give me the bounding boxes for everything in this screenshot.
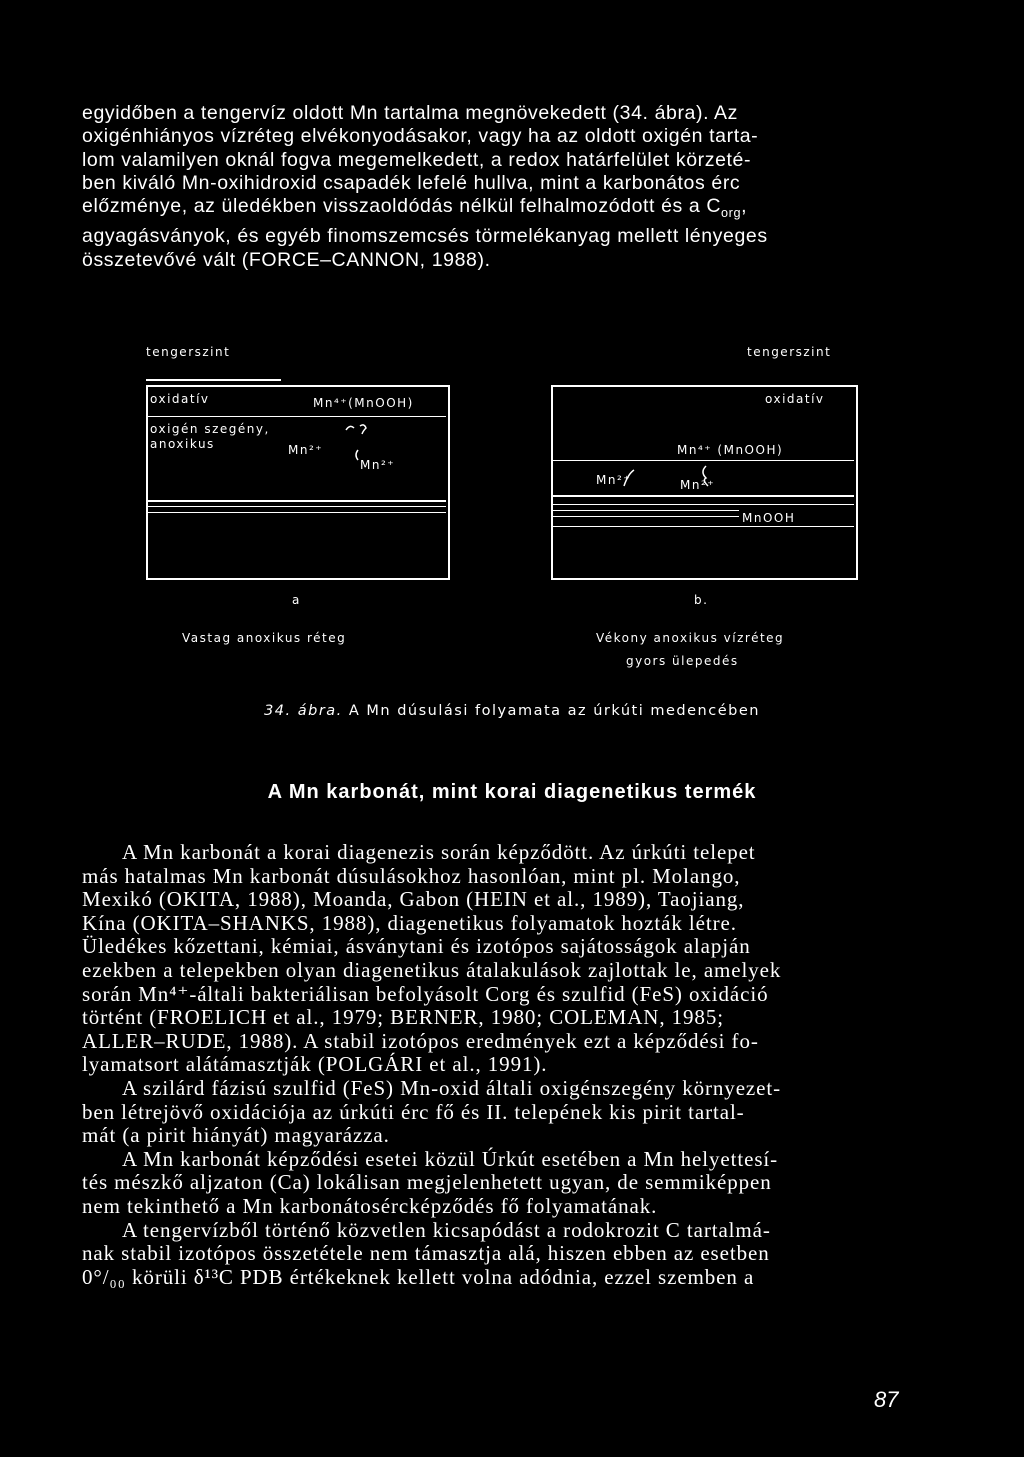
right-arrows-icon — [620, 462, 720, 492]
text-line: más hatalmas Mn karbonát dúsulásokhoz hasonlóan, mint pl. Molango, — [82, 863, 741, 888]
text-line: egyidőben a tengervíz oldott Mn tartalma megnövekedett (34. ábra). Az — [82, 102, 739, 124]
right-redox-line — [551, 460, 854, 461]
text-line: tés mészkő aljzaton (Ca) lokálisan megjelenhetett ugyan, de semmiképpen — [82, 1170, 772, 1195]
text-segment: , — [741, 195, 748, 218]
page-number: 87 — [874, 1387, 899, 1412]
figure-caption-text: A Mn dúsulási folyamata az úrkúti medencében — [348, 703, 760, 719]
left-letter: a — [292, 593, 301, 607]
text-line: során Mn⁴⁺-általi bakteriálisan befolyásolt Corg és szulfid (FeS) oxidáció — [82, 981, 769, 1006]
left-sediment-line-2 — [146, 506, 446, 507]
left-sea-level-line — [146, 379, 281, 381]
text-line: összetevővé vált (FORCE–CANNON, 1988). — [82, 248, 491, 271]
right-letter: b. — [694, 593, 709, 607]
text-line: A Mn karbonát képződési esetei közül Úrkút esetében a Mn helyettesí- — [122, 1146, 779, 1171]
right-mn2-label-a: Mn²⁺ — [596, 473, 632, 487]
right-mn2-label-b: Mn²⁺ — [680, 478, 716, 492]
right-sea-level-label: tengerszint — [747, 345, 832, 359]
text-line — [82, 195, 948, 225]
right-sediment-line-3 — [551, 510, 739, 511]
text-line: ben létrejövő oxidációja az úrkúti érc fő és II. telepének kis pirit tartal- — [82, 1099, 745, 1124]
text-line: 0°/₀₀ körüli δ¹³C PDB értékeknek kellett volna adódnia, ezzel szemben a — [82, 1264, 755, 1289]
text-line: ezekben a telepekben olyan diagenetikus átalakulások zajlottak le, amelyek — [82, 957, 782, 982]
left-caption: Vastag anoxikus réteg — [182, 631, 347, 645]
text-line: Kína (OKITA–SHANKS, 1988), diagenetikus folyamatok hozták létre. — [82, 910, 737, 935]
text-line: lyamatsort alátámasztják (POLGÁRI et al., 1991). — [82, 1052, 548, 1077]
text-line: lom valamilyen oknál fogva megemelkedett, a redox határfelület körzeté- — [82, 148, 752, 171]
right-oxic-label: oxidatív — [765, 392, 825, 406]
right-sediment-line-5 — [551, 526, 854, 527]
right-mn4-label: Mn⁴⁺ (MnOOH) — [677, 443, 784, 457]
intro-paragraph — [82, 102, 948, 272]
left-oxic-label: oxidatív — [150, 392, 210, 406]
right-mnooh-label: MnOOH — [742, 511, 796, 525]
corg-subscript: org — [721, 206, 742, 221]
text-line: Üledékes kőzettani, kémiai, ásványtani és izotópos sajátosságok alapján — [82, 934, 751, 959]
left-sediment-line-3 — [146, 512, 446, 513]
figure-caption — [0, 703, 1024, 719]
right-sediment-line-2 — [551, 504, 854, 505]
text-segment: előzménye, az üledékben visszaoldódás nélkül felhalmozódott és a C — [82, 195, 722, 218]
text-line: oxigénhiányos vízréteg elvékonyodásakor, vagy ha az oldott oxigén tarta- — [82, 125, 759, 148]
left-mn2-label-b: Mn²⁺ — [360, 458, 396, 472]
left-oxygen-poor-label: oxigén szegény, — [150, 422, 270, 436]
left-sediment-line-1 — [146, 500, 446, 502]
left-mn4-label: Mn⁴⁺(MnOOH) — [313, 396, 414, 410]
section-heading: A Mn karbonát, mint korai diagenetikus termék — [267, 781, 757, 803]
text-line: A Mn karbonát a korai diagenezis során képződött. Az úrkúti telepet — [122, 840, 756, 864]
left-redox-line — [146, 416, 446, 417]
left-arrows-icon — [340, 420, 380, 470]
right-caption-1: Vékony anoxikus vízréteg — [596, 631, 785, 645]
right-caption-2: gyors ülepedés — [626, 654, 739, 668]
text-line: A tengervízből történő közvetlen kicsapódást a rodokrozit C tartalmá- — [122, 1217, 771, 1242]
text-line: Mexikó (OKITA, 1988), Moanda, Gabon (HEIN et al., 1989), Taojiang, — [82, 887, 745, 912]
text-line: nak stabil izotópos összetétele nem támasztja alá, hiszen ebben az esetben — [82, 1241, 770, 1266]
left-basin-box — [146, 385, 450, 580]
text-line: A szilárd fázisú szulfid (FeS) Mn-oxid általi oxigénszegény környezet- — [122, 1075, 781, 1100]
body-text — [82, 841, 948, 1289]
right-top-line — [551, 385, 856, 387]
left-sea-level-label: tengerszint — [146, 345, 231, 359]
left-top-line — [146, 385, 448, 387]
text-line: ALLER–RUDE, 1988). A stabil izotópos eredmények ezt a képződési fo- — [82, 1028, 759, 1053]
figure-number: 34. ábra. — [264, 703, 343, 719]
left-mn2-label-a: Mn²⁺ — [288, 443, 324, 457]
text-line: történt (FROELICH et al., 1979; BERNER, 1980; COLEMAN, 1985; — [82, 1005, 724, 1030]
right-sediment-line-4 — [551, 516, 739, 517]
text-line: agyagásványok, és egyéb finomszemcsés törmelékanyag mellett lényeges — [82, 225, 768, 248]
text-line: ben kiváló Mn-oxihidroxid csapadék lefelé hullva, mint a karbonátos érc — [82, 171, 741, 194]
text-line: nem tekinthető a Mn karbonátosércképződés fő folyamatának. — [82, 1193, 658, 1218]
text-line: mát (a pirit hiányát) magyarázza. — [82, 1123, 390, 1148]
left-anoxic-label: anoxikus — [150, 437, 215, 451]
right-sediment-line-1 — [551, 495, 854, 497]
